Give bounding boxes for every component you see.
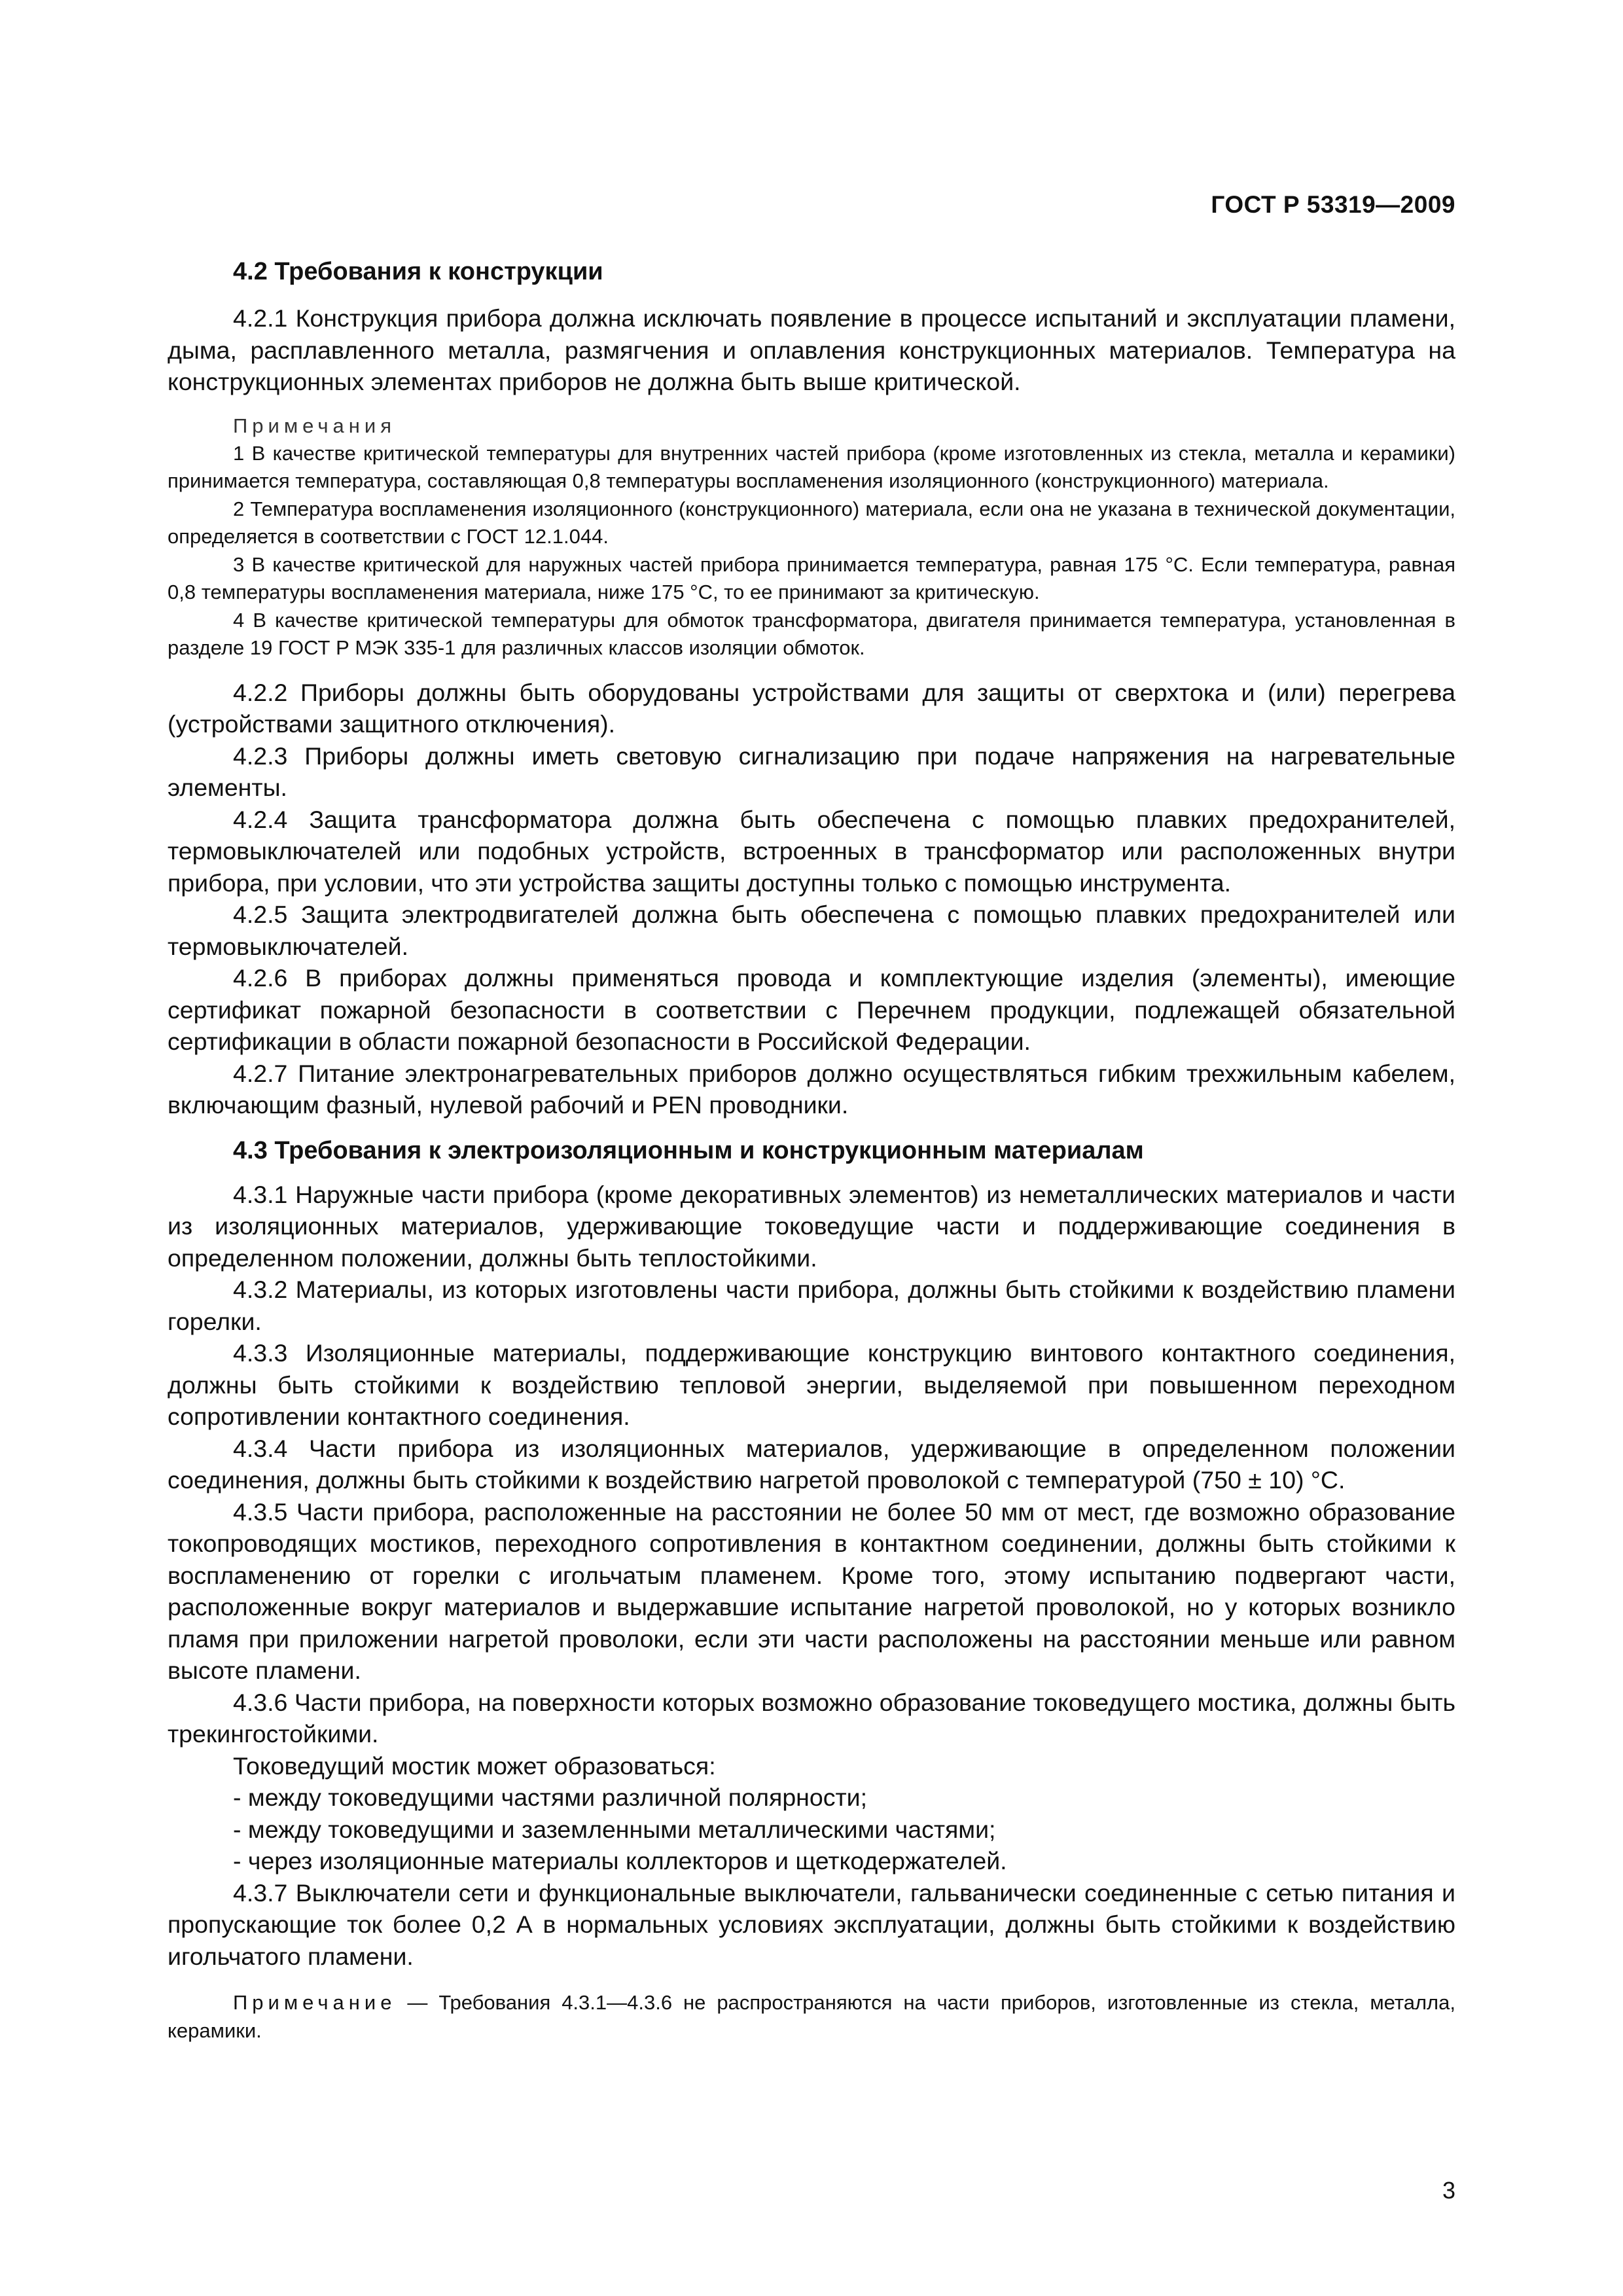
list-item: - между токоведущими частями различной полярности; <box>233 1784 868 1811</box>
clause-4-2-4: 4.2.4 Защита трансформатора должна быть обеспечена с помощью плавких предохранителей, термовыключателей или подобных устройств, встроенных в трансформатор или расположенных внутри прибора, при условии, что эти устройства защиты доступны только с помощью инструмента. <box>168 805 1455 897</box>
clause-4-2-1: 4.2.1 Конструкция прибора должна исключать появление в процессе испытаний и эксплуатации пламени, дыма, расплавленного металла, размягчения и оплавления конструкционных материалов. Температура на конструкционных элементах приборов не должна быть выше критической. <box>168 304 1455 395</box>
final-note-label: Примечание <box>233 1991 397 2014</box>
list-item: - между токоведущими и заземленными металлическими частями; <box>233 1815 996 1843</box>
clause-4-3-6: 4.3.6 Части прибора, на поверхности которых возможно образование токоведущего мостика, должны быть трекингостойкими. <box>168 1688 1455 1748</box>
page-number: 3 <box>1442 2177 1455 2204</box>
clause-4-2-2: 4.2.2 Приборы должны быть оборудованы устройствами для защиты от сверхтока и (или) перегрева (устройствами защитного отключения). <box>168 678 1455 738</box>
document-code: ГОСТ Р 53319—2009 <box>1211 191 1455 218</box>
final-note <box>168 1989 1455 2045</box>
clause-4-3-4: 4.3.4 Части прибора из изоляционных материалов, удерживающие в определенном положении соединения, должны быть стойкими к воздействию нагретой проволокой с температурой (750 ± 10) °С. <box>168 1434 1455 1494</box>
clause-4-2-7: 4.2.7 Питание электронагревательных приборов должно осуществляться гибким трехжильным кабелем, включающим фазный, нулевой рабочий и PEN проводники. <box>168 1059 1455 1119</box>
clause-4-3-2: 4.3.2 Материалы, из которых изготовлены части прибора, должны быть стойкими к воздействию пламени горелки. <box>168 1276 1455 1335</box>
clause-4-3-1: 4.3.1 Наружные части прибора (кроме декоративных элементов) из неметаллических материалов и части из изоляционных материалов, удерживающие токоведущие части и поддерживающие соединения в определенном положении, должны быть теплостойкими. <box>168 1180 1455 1272</box>
note-item: 1 В качестве критической температуры для внутренних частей прибора (кроме изготовленных из стекла, металла и керамики) принимается температура, составляющая 0,8 температуры воспламенения изоляционного (конструкционного) материала. <box>168 441 1455 492</box>
section-heading-4-3: 4.3 Требования к электроизоляционным и конструкционным материалам <box>233 1136 1144 1164</box>
note-item: 2 Температура воспламенения изоляционного (конструкционного) материала, если она не указана в технической документации, определяется в соответствии с ГОСТ 12.1.044. <box>168 497 1455 548</box>
clause-4-2-3: 4.2.3 Приборы должны иметь световую сигнализацию при подаче напряжения на нагревательные элементы. <box>168 742 1455 801</box>
clause-4-2-5: 4.2.5 Защита электродвигателей должна быть обеспечена с помощью плавких предохранителей или термовыключателей. <box>168 901 1455 960</box>
note-item: 4 В качестве критической температуры для обмоток трансформатора, двигателя принимается температура, установленная в разделе 19 ГОСТ Р МЭК 335-1 для различных классов изоляции обмоток. <box>168 608 1455 659</box>
clause-4-3-7: 4.3.7 Выключатели сети и функциональные выключатели, гальванически соединенные с сетью питания и пропускающие ток более 0,2 А в нормальных условиях эксплуатации, должны быть стойкими к воздействию игольчатого пламени. <box>168 1878 1455 1970</box>
list-item: - через изоляционные материалы коллекторов и щеткодержателей. <box>233 1847 1007 1874</box>
clause-4-3-5: 4.3.5 Части прибора, расположенные на расстоянии не более 50 мм от мест, где возможно образование токопроводящих мостиков, переходного сопротивления в контактном соединении, должны быть стойкими к воспламенению от горелки с игольчатым пламенем. Кроме того, этому испытанию подвергают части, расположенные вокруг материалов и выдержавшие испытание нагретой проволокой, но у которых возникло пламя при приложении нагретой проволоки, если эти части расположены на расстоянии меньше или равном высоте пламени. <box>168 1498 1455 1684</box>
note-item: 3 В качестве критической для наружных частей прибора принимается температура, равная 175 °С. Если температура, равная 0,8 температуры воспламенения материала, ниже 175 °С, то ее принимают за критическую. <box>168 552 1455 603</box>
clause-4-2-6: 4.2.6 В приборах должны применяться провода и комплектующие изделия (элементы), имеющие сертификат пожарной безопасности в соответствии с Перечнем продукции, подлежащей обязательной сертификации в области пожарной безопасности в Российской Федерации. <box>168 964 1455 1055</box>
bridge-intro: Токоведущий мостик может образоваться: <box>233 1751 716 1780</box>
final-note-text: — Требования 4.3.1—4.3.6 не распространяются на части приборов, изготовленные из стекла, металла, керамики. <box>168 1991 1455 2042</box>
notes-block <box>168 412 1455 662</box>
section-heading-4-2: 4.2 Требования к конструкции <box>233 258 603 285</box>
page-content <box>168 255 1455 2045</box>
notes-title: Примечания <box>233 414 396 437</box>
clause-4-3-3: 4.3.3 Изоляционные материалы, поддерживающие конструкцию винтового контактного соединения, должны быть стойкими к воздействию тепловой энергии, выделяемой при повышенном переходном сопротивлении контактного соединения. <box>168 1339 1455 1430</box>
